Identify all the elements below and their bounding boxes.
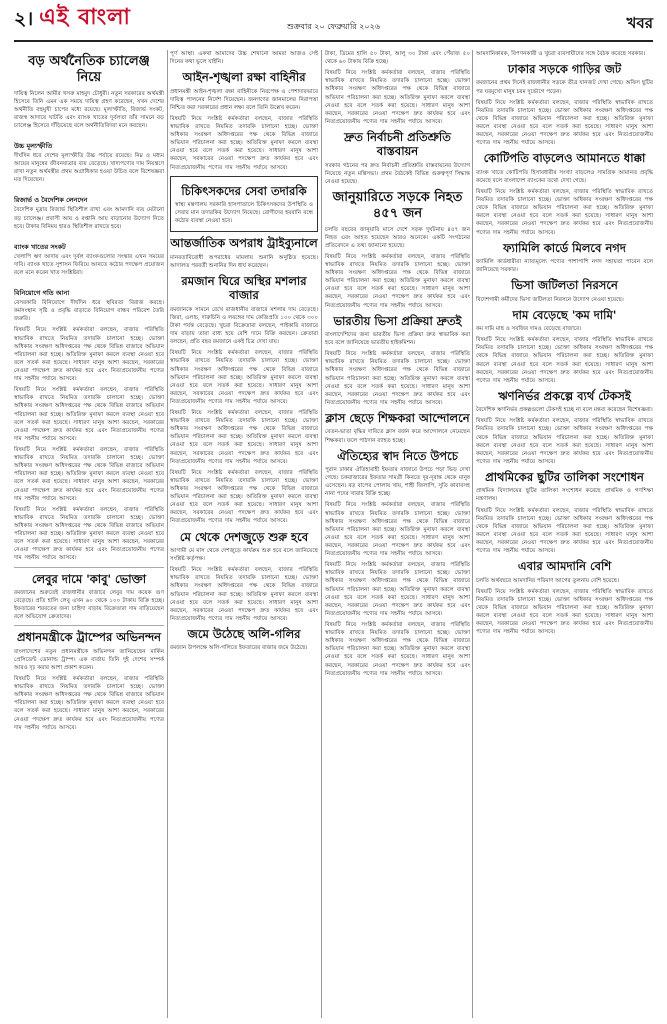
article-text: বিষয়টি নিয়ে সংশ্লিষ্ট কর্মকর্তারা বলছেন, বাজার পরিস্থিতি স্বাভাবিক রাখতে নিয়মিত তদারকি চালানো হচ্ছে। ভোক্তা অধিকার সংরক্ষণ অধিদপ্তরের পক্ষ থেকে বিভিন্ন বাজারে অভিযান পরিচালনা করা হচ্ছে। অতিরিক্ত মুনাফা করলে ব্যবস্থা নেওয়া হবে বলে সতর্ক করা হয়েছে। সাধারণ মানুষ আশা করছেন, সরকারের নেওয়া পদক্ষেপ দ্রুত কার্যকর হবে এবং নিত্যপ্রয়োজনীয় পণ্যের দাম সহনীয় পর্যায়ে আসবে। <box>476 337 653 384</box>
article-text: ব্যাংক খাতে কোটিপতি হিসাবধারীর সংখ্যা বাড়লেও সামগ্রিক আমানত প্রবৃদ্ধি কমেছে বলে বাংলাদেশ ব্যাংকের তথ্যে দেখা গেছে। <box>476 169 653 184</box>
headline-spice-market: রমজান ঘিরে অস্থির মশলার বাজার <box>181 273 307 303</box>
headline-primary-holidays: প্রাথমিকের ছুটির তালিকা সংশোধন <box>485 469 644 484</box>
article-text: প্রধানমন্ত্রী আইন-শৃঙ্খলা রক্ষা বাহিনীকে নিরপেক্ষ ও পেশাদারভাবে দায়িত্ব পালনের নির্দেশ দিয়েছেন। জনগণের জানমালের নিরাপত্তা নিশ্চিত করা সরকারের প্রধান লক্ষ্য বলে তিনি উল্লেখ করেন। <box>170 88 318 111</box>
headline-tradition: ঐতিহ্যের স্বাদ নিতে উপচে <box>337 448 458 463</box>
article-text: বিষয়টি নিয়ে সংশ্লিষ্ট কর্মকর্তারা বলছেন, বাজার পরিস্থিতি স্বাভাবিক রাখতে নিয়মিত তদারকি চালানো হচ্ছে। ভোক্তা অধিকার সংরক্ষণ অধিদপ্তরের পক্ষ থেকে বিভিন্ন বাজারে অভিযান পরিচালনা করা হচ্ছে। অতিরিক্ত মুনাফা করলে ব্যবস্থা নেওয়া হবে বলে সতর্ক করা হয়েছে। সাধারণ মানুষ আশা করছেন, সরকারের নেওয়া পদক্ষেপ দ্রুত কার্যকর হবে এবং নিত্যপ্রয়োজনীয় পণ্যের দাম সহনীয় পর্যায়ে আসবে। <box>14 676 164 731</box>
article-text: বিষয়টি নিয়ে সংশ্লিষ্ট কর্মকর্তারা বলছেন, বাজার পরিস্থিতি স্বাভাবিক রাখতে নিয়মিত তদারকি চালানো হচ্ছে। ভোক্তা অধিকার সংরক্ষণ অধিদপ্তরের পক্ষ থেকে বিভিন্ন বাজারে অভিযান পরিচালনা করা হচ্ছে। অতিরিক্ত মুনাফা করলে ব্যবস্থা নেওয়া হবে বলে সতর্ক করা হয়েছে। সাধারণ মানুষ আশা করছেন, সরকারের নেওয়া পদক্ষেপ দ্রুত কার্যকর হবে এবং নিত্যপ্রয়োজনীয় পণ্যের দাম সহনীয় পর্যায়ে আসবে। <box>325 502 470 558</box>
subhead: ব্যাংক খাতের সংকট <box>14 242 66 251</box>
article-text: টাকা, ডিমের হালি ৫০ টাকা, আলু ৩০ টাকা এবং পেঁয়াজ ৫০ থেকে ৬০ টাকায় বিক্রি হচ্ছে। <box>325 51 470 66</box>
article-text: রমজানের প্রথম দিনেই রাজধানীর সড়কে তীব্র যানজট দেখা গেছে। অফিস ছুটির পর ঘরমুখো মানুষ চরম দুর্ভোগে পড়েন। <box>476 80 653 95</box>
article-text: রমজানকে সামনে রেখে রাজধানীর বাজারে মশলার দাম বেড়েছে। জিরা, এলাচ, দারুচিনি ও লবঙ্গের দাম কেজিপ্রতি ১০০ থেকে ৩০০ টাকা পর্যন্ত বেড়েছে। খুচরা বিক্রেতারা বলছেন, পাইকারি বাজারে দাম বাড়ায় তারা বাধ্য হয়ে বেশি দামে বিক্রি করছেন। ক্রেতারা বলছেন, প্রতি বছর রমজানে একই চিত্র দেখা যায়। <box>170 306 318 346</box>
article-text: দীর্ঘদিন ধরে দেশের মূল্যস্ফীতি উচ্চ পর্যায়ে রয়েছে। নিম্ন ও মধ্যম আয়ের মানুষের জীবনযাত্রার ব্যয় বেড়েছে। খাদ্যপণ্যের দাম নিয়ন্ত্রণে রাখা নতুন অর্থমন্ত্রীর প্রথম অগ্রাধিকার হওয়া উচিত বলে বিশেষজ্ঞরা মত দিয়েছেন। <box>14 153 164 184</box>
subhead: উচ্চ মূল্যস্ফীতি <box>14 142 53 151</box>
headline-traffic: ঢাকার সড়কে গাড়ির জট <box>507 62 622 77</box>
article-text: বিষয়টি নিয়ে সংশ্লিষ্ট কর্মকর্তারা বলছেন, বাজার পরিস্থিতি স্বাভাবিক রাখতে নিয়মিত তদারকি চালানো হচ্ছে। ভোক্তা অধিকার সংরক্ষণ অধিদপ্তরের পক্ষ থেকে বিভিন্ন বাজারে অভিযান পরিচালনা করা হচ্ছে। অতিরিক্ত মুনাফা করলে ব্যবস্থা নেওয়া হবে বলে সতর্ক করা হয়েছে। সাধারণ মানুষ আশা করছেন, সরকারের নেওয়া পদক্ষেপ দ্রুত কার্যকর হবে এবং নিত্যপ্রয়োজনীয় পণ্যের দাম সহনীয় পর্যায়ে আসবে। <box>476 507 653 555</box>
article-text: বিদেশগামী কর্মীদের ভিসা জটিলতা নিরসনে উদ্যোগ নেওয়া হয়েছে। <box>476 296 624 303</box>
headline-millionaires: কোটিপতি বাড়লেও আমানতে ধাক্কা <box>483 151 646 166</box>
column-3 <box>325 50 470 1018</box>
article-text: বৈদেশিক মুদ্রার রিজার্ভ স্থিতিশীল রাখা এবং আমদানি ব্যয় মেটানো বড় চ্যালেঞ্জ। প্রবাসী আয় ও রপ্তানি আয় বাড়ানোর উদ্যোগ নিতে হবে। টাকার বিনিময় হারও স্থিতিশীল রাখতে হবে। <box>14 207 164 230</box>
headline-teachers: ক্লাস ছেড়ে শিক্ষকরা আন্দোলনে <box>325 411 470 426</box>
article-text: বিষয়টি নিয়ে সংশ্লিষ্ট কর্মকর্তারা বলছেন, বাজার পরিস্থিতি স্বাভাবিক রাখতে নিয়মিত তদারকি চালানো হচ্ছে। ভোক্তা অধিকার সংরক্ষণ অধিদপ্তরের পক্ষ থেকে বিভিন্ন বাজারে অভিযান পরিচালনা করা হচ্ছে। অতিরিক্ত মুনাফা করলে ব্যবস্থা নেওয়া হবে বলে সতর্ক করা হয়েছে। সাধারণ মানুষ আশা করছেন, সরকারের নেওয়া পদক্ষেপ দ্রুত কার্যকর হবে এবং নিত্যপ্রয়োজনীয় পণ্যের দাম সহনীয় পর্যায়ে আসবে। <box>476 418 653 465</box>
headline-cheap-prices: দাম বেড়েছে 'কম দামি' <box>512 307 617 322</box>
article-text: আগামী মে মাস থেকে দেশজুড়ে কার্যক্রম শুরু হবে বলে জানিয়েছে সংশ্লিষ্ট কর্তৃপক্ষ। <box>170 547 318 563</box>
subhead: বিনিয়োগে গতি আনা <box>14 289 70 298</box>
dateline: শুক্রবার ২০ ফেব্রুয়ারি ২০২৬ <box>286 22 381 31</box>
article-text: সরকার গঠনের পর দ্রুত নির্বাচনী প্রতিশ্রুতি বাস্তবায়নের উদ্যোগ নিয়েছে নতুন মন্ত্রিসভা। প্রথম বৈঠকেই বিভিন্ন গুরুত্বপূর্ণ সিদ্ধান্ত নেওয়া হয়েছে। <box>325 162 470 185</box>
article-text: বিষয়টি নিয়ে সংশ্লিষ্ট কর্মকর্তারা বলছেন, বাজার পরিস্থিতি স্বাভাবিক রাখতে নিয়মিত তদারকি চালানো হচ্ছে। ভোক্তা অধিকার সংরক্ষণ অধিদপ্তরের পক্ষ থেকে বিভিন্ন বাজারে অভিযান পরিচালনা করা হচ্ছে। অতিরিক্ত মুনাফা করলে ব্যবস্থা নেওয়া হবে বলে সতর্ক করা হয়েছে। সাধারণ মানুষ আশা করছেন, সরকারের নেওয়া পদক্ষেপ দ্রুত কার্যকর হবে এবং নিত্যপ্রয়োজনীয় পণ্যের দাম সহনীয় পর্যায়ে আসবে। <box>325 351 470 406</box>
article-text: পূর্ণ আস্থা। একথা আমাদের উচ্চ শেখানো আমরা আজও সেই দিনের কথা ভুলে যাইনি। <box>170 51 318 66</box>
column-divider <box>167 50 168 1018</box>
article-text: বিষয়টি নিয়ে সংশ্লিষ্ট কর্মকর্তারা বলছেন, বাজার পরিস্থিতি স্বাভাবিক রাখতে নিয়মিত তদারকি চালানো হচ্ছে। ভোক্তা অধিকার সংরক্ষণ অধিদপ্তরের পক্ষ থেকে বিভিন্ন বাজারে অভিযান পরিচালনা করা হচ্ছে। অতিরিক্ত মুনাফা করলে ব্যবস্থা নেওয়া হবে বলে সতর্ক করা হয়েছে। সাধারণ মানুষ আশা করছেন, সরকারের নেওয়া পদক্ষেপ দ্রুত কার্যকর হবে এবং নিত্যপ্রয়োজনীয় পণ্যের দাম সহনীয় পর্যায়ে আসবে। <box>325 253 470 309</box>
article-text: বিষয়টি নিয়ে সংশ্লিষ্ট কর্মকর্তারা বলছেন, বাজার পরিস্থিতি স্বাভাবিক রাখতে নিয়মিত তদারকি চালানো হচ্ছে। ভোক্তা অধিকার সংরক্ষণ অধিদপ্তরের পক্ষ থেকে বিভিন্ন বাজারে অভিযান পরিচালনা করা হচ্ছে। অতিরিক্ত মুনাফা করলে ব্যবস্থা নেওয়া হবে বলে সতর্ক করা হয়েছে। সাধারণ মানুষ আশা করছেন, সরকারের নেওয়া পদক্ষেপ দ্রুত কার্যকর হবে এবং নিত্যপ্রয়োজনীয় পণ্যের দাম সহনীয় পর্যায়ে আসবে। <box>170 469 318 525</box>
column-2 <box>170 50 318 1018</box>
article-text: বিষয়টি নিয়ে সংশ্লিষ্ট কর্মকর্তারা বলছেন, বাজার পরিস্থিতি স্বাভাবিক রাখতে নিয়মিত তদারকি চালানো হচ্ছে। ভোক্তা অধিকার সংরক্ষণ অধিদপ্তরের পক্ষ থেকে বিভিন্ন বাজারে অভিযান পরিচালনা করা হচ্ছে। অতিরিক্ত মুনাফা করলে ব্যবস্থা নেওয়া হবে বলে সতর্ক করা হয়েছে। সাধারণ মানুষ আশা করছেন, সরকারের নেওয়া পদক্ষেপ দ্রুত কার্যকর হবে এবং নিত্যপ্রয়োজনীয় পণ্যের দাম সহনীয় পর্যায়ে আসবে। <box>325 562 470 617</box>
section-title: খবর <box>626 14 653 32</box>
headline-doctors: চিকিৎসকদের সেবা তদারকি <box>181 183 307 198</box>
article-text: রমজান উপলক্ষে অলি-গলিতে ইফতারের বাজার জমে উঠেছে। <box>170 645 308 652</box>
divider <box>14 625 164 626</box>
article-text: ফ্যামিলি কার্ডধারীরা ন্যায্যমূল্যে পণ্যের পাশাপাশি নগদ সহায়তা পাবেন বলে জানিয়েছে সরকার। <box>476 258 653 274</box>
headline-lemon: লেবুর দামে 'কাবু' ভোক্তা <box>31 571 147 586</box>
page-number: ২। <box>14 8 34 30</box>
headline-election-pledge: দ্রুত নির্বাচনী প্রতিশ্রুতি বাস্তবায়ন <box>344 129 451 159</box>
article-text: দায়িত্ব নিলেন আমীর খসরু মাহমুদ চৌধুরী। নতুন সরকারের অর্থমন্ত্রী হিসেবে তিনি এমন এক সময়ে দায়িত্ব গ্রহণ করেছেন, যখন দেশের অর্থনীতি বহুমুখী চাপের মধ্যে রয়েছে। মূল্যস্ফীতি, রিজার্ভ সংকট, রাজস্ব আদায়ে ঘাটতি এবং ব্যাংক খাতের দুর্বলতা তাঁর সামনে বড় চ্যালেঞ্জ হিসেবে দাঁড়িয়েছে বলে অর্থনীতিবিদরা মনে করছেন। <box>14 90 164 129</box>
headline-law-enforcement: আইন-শৃঙ্খলা রক্ষা বাহিনীর <box>182 70 306 85</box>
article-text: বিষয়টি নিয়ে সংশ্লিষ্ট কর্মকর্তারা বলছেন, বাজার পরিস্থিতি স্বাভাবিক রাখতে নিয়মিত তদারকি চালানো হচ্ছে। ভোক্তা অধিকার সংরক্ষণ অধিদপ্তরের পক্ষ থেকে বিভিন্ন বাজারে অভিযান পরিচালনা করা হচ্ছে। অতিরিক্ত মুনাফা করলে ব্যবস্থা নেওয়া হবে বলে সতর্ক করা হয়েছে। সাধারণ মানুষ আশা করছেন, সরকারের নেওয়া পদক্ষেপ দ্রুত কার্যকর হবে এবং নিত্যপ্রয়োজনীয় পণ্যের দাম সহনীয় পর্যায়ে আসবে। <box>476 588 653 636</box>
column-1 <box>14 50 164 1018</box>
headline-imports: এবার আমদানি বেশি <box>517 559 612 574</box>
divider <box>14 567 164 568</box>
article-text: বৈদেশিক ঋণনির্ভর প্রকল্পগুলো টেকসই হচ্ছে না বলে মন্তব্য করেছেন বিশেষজ্ঞরা। <box>476 407 653 414</box>
article-text: চলতি অর্থবছরে আমদানির পরিমাণ আগের তুলনায় বেশি হয়েছে। <box>476 577 620 584</box>
headline-loan-projects: ঋণনির্ভর প্রকল্পে ব্যর্থ টেকসই <box>498 388 631 403</box>
article-text: বিষয়টি নিয়ে সংশ্লিষ্ট কর্মকর্তারা বলছেন, বাজার পরিস্থিতি স্বাভাবিক রাখতে নিয়মিত তদারকি চালানো হচ্ছে। ভোক্তা অধিকার সংরক্ষণ অধিদপ্তরের পক্ষ থেকে বিভিন্ন বাজারে অভিযান পরিচালনা করা হচ্ছে। অতিরিক্ত মুনাফা করলে ব্যবস্থা নেওয়া হবে বলে সতর্ক করা হয়েছে। সাধারণ মানুষ আশা করছেন, সরকারের নেওয়া পদক্ষেপ দ্রুত কার্যকর হবে এবং নিত্যপ্রয়োজনীয় পণ্যের দাম সহনীয় পর্যায়ে আসবে। <box>170 567 318 622</box>
article-text: পুরান ঢাকার ঐতিহ্যবাহী ইফতার বাজারে উপচে পড়া ভিড় দেখা গেছে। চকবাজারের ইফতার সামগ্রী কিনতে দূর-দূরান্ত থেকে মানুষ এসেছেন। বড় বাপের পোলায় খায়, শাহী জিলাপি, সুতি কাবাবসহ নানা পদের খাবার বিক্রি হচ্ছে। <box>325 466 470 498</box>
headline-may-start: মে থেকে দেশজুড়ে শুরু হবে <box>179 529 309 544</box>
article-text: স্বাস্থ্য মন্ত্রণালয় সরকারি হাসপাতালে চিকিৎসকদের উপস্থিতি ও সেবার মান তদারকির উদ্যোগ নিয়েছে। রোগীদের হয়রানি বন্ধে কঠোর ব্যবস্থা নেওয়া হবে। <box>175 202 313 225</box>
headline-tribunal: আন্তর্জাতিক অপরাধ ট্রাইব্যুনালে <box>170 236 318 251</box>
article-text: বিষয়টি নিয়ে সংশ্লিষ্ট কর্মকর্তারা বলছেন, বাজার পরিস্থিতি স্বাভাবিক রাখতে নিয়মিত তদারকি চালানো হচ্ছে। ভোক্তা অধিকার সংরক্ষণ অধিদপ্তরের পক্ষ থেকে বিভিন্ন বাজারে অভিযান পরিচালনা করা হচ্ছে। অতিরিক্ত মুনাফা করলে ব্যবস্থা নেওয়া হবে বলে সতর্ক করা হয়েছে। সাধারণ মানুষ আশা করছেন, সরকারের নেওয়া পদক্ষেপ দ্রুত কার্যকর হবে এবং নিত্যপ্রয়োজনীয় পণ্যের দাম সহনীয় পর্যায়ে আসবে। <box>476 99 653 147</box>
article-text: আমদানিকারক, বিপণনকারী ও খুচরা ব্যবসায়ীদের সঙ্গে বৈঠক করেছে সরকার। <box>476 51 646 57</box>
article-text: মানবতাবিরোধী অপরাধের মামলায় শুনানি অনুষ্ঠিত হয়েছে। আদালত পরবর্তী শুনানির দিন ধার্য করেছেন। <box>170 254 318 269</box>
article-text: বিষয়টি নিয়ে সংশ্লিষ্ট কর্মকর্তারা বলছেন, বাজার পরিস্থিতি স্বাভাবিক রাখতে নিয়মিত তদারকি চালানো হচ্ছে। ভোক্তা অধিকার সংরক্ষণ অধিদপ্তরের পক্ষ থেকে বিভিন্ন বাজারে অভিযান পরিচালনা করা হচ্ছে। অতিরিক্ত মুনাফা করলে ব্যবস্থা নেওয়া হবে বলে সতর্ক করা হয়েছে। সাধারণ মানুষ আশা করছেন, সরকারের নেওয়া পদক্ষেপ দ্রুত কার্যকর হবে এবং নিত্যপ্রয়োজনীয় পণ্যের দাম সহনীয় পর্যায়ে আসবে। <box>476 188 653 236</box>
headline-family-card: ফ্যামিলি কার্ডে মিলবে নগদ <box>503 240 626 255</box>
headline-road-deaths: জানুয়ারিতে সড়কে নিহত ৪৫৭ জন <box>332 190 463 222</box>
headline-indian-visa: ভারতীয় ভিসা প্রক্রিয়া দ্রুতই <box>333 313 462 328</box>
newspaper-logo: এই বাংলা <box>39 5 131 30</box>
article-text: বিষয়টি নিয়ে সংশ্লিষ্ট কর্মকর্তারা বলছেন, বাজার পরিস্থিতি স্বাভাবিক রাখতে নিয়মিত তদারকি চালানো হচ্ছে। ভোক্তা অধিকার সংরক্ষণ অধিদপ্তরের পক্ষ থেকে বিভিন্ন বাজারে অভিযান পরিচালনা করা হচ্ছে। অতিরিক্ত মুনাফা করলে ব্যবস্থা নেওয়া হবে বলে সতর্ক করা হয়েছে। সাধারণ মানুষ আশা করছেন, সরকারের নেওয়া পদক্ষেপ দ্রুত কার্যকর হবে এবং নিত্যপ্রয়োজনীয় পণ্যের দাম সহনীয় পর্যায়ে আসবে। <box>14 447 164 502</box>
article-text: বিষয়টি নিয়ে সংশ্লিষ্ট কর্মকর্তারা বলছেন, বাজার পরিস্থিতি স্বাভাবিক রাখতে নিয়মিত তদারকি চালানো হচ্ছে। ভোক্তা অধিকার সংরক্ষণ অধিদপ্তরের পক্ষ থেকে বিভিন্ন বাজারে অভিযান পরিচালনা করা হচ্ছে। অতিরিক্ত মুনাফা করলে ব্যবস্থা নেওয়া হবে বলে সতর্ক করা হয়েছে। সাধারণ মানুষ আশা করছেন, সরকারের নেওয়া পদক্ষেপ দ্রুত কার্যকর হবে এবং নিত্যপ্রয়োজনীয় পণ্যের দাম সহনীয় পর্যায়ে আসবে। <box>325 621 470 677</box>
article-text: বিষয়টি নিয়ে সংশ্লিষ্ট কর্মকর্তারা বলছেন, বাজার পরিস্থিতি স্বাভাবিক রাখতে নিয়মিত তদারকি চালানো হচ্ছে। ভোক্তা অধিকার সংরক্ষণ অধিদপ্তরের পক্ষ থেকে বিভিন্ন বাজারে অভিযান পরিচালনা করা হচ্ছে। অতিরিক্ত মুনাফা করলে ব্যবস্থা নেওয়া হবে বলে সতর্ক করা হয়েছে। সাধারণ মানুষ আশা করছেন, সরকারের নেওয়া পদক্ষেপ দ্রুত কার্যকর হবে এবং নিত্যপ্রয়োজনীয় পণ্যের দাম সহনীয় পর্যায়ে আসবে। <box>170 410 318 465</box>
article-text: বিষয়টি নিয়ে সংশ্লিষ্ট কর্মকর্তারা বলছেন, বাজার পরিস্থিতি স্বাভাবিক রাখতে নিয়মিত তদারকি চালানো হচ্ছে। ভোক্তা অধিকার সংরক্ষণ অধিদপ্তরের পক্ষ থেকে বিভিন্ন বাজারে অভিযান পরিচালনা করা হচ্ছে। অতিরিক্ত মুনাফা করলে ব্যবস্থা নেওয়া হবে বলে সতর্ক করা হয়েছে। সাধারণ মানুষ আশা করছেন, সরকারের নেওয়া পদক্ষেপ দ্রুত কার্যকর হবে এবং নিত্যপ্রয়োজনীয় পণ্যের দাম সহনীয় পর্যায়ে আসবে। <box>14 506 164 562</box>
article-text: বিষয়টি নিয়ে সংশ্লিষ্ট কর্মকর্তারা বলছেন, বাজার পরিস্থিতি স্বাভাবিক রাখতে নিয়মিত তদারকি চালানো হচ্ছে। ভোক্তা অধিকার সংরক্ষণ অধিদপ্তরের পক্ষ থেকে বিভিন্ন বাজারে অভিযান পরিচালনা করা হচ্ছে। অতিরিক্ত মুনাফা করলে ব্যবস্থা নেওয়া হবে বলে সতর্ক করা হয়েছে। সাধারণ মানুষ আশা করছেন, সরকারের নেওয়া পদক্ষেপ দ্রুত কার্যকর হবে এবং নিত্যপ্রয়োজনীয় পণ্যের দাম সহনীয় পর্যায়ে আসবে। <box>325 70 470 125</box>
article-text: বেসরকারি বিনিয়োগে দীর্ঘদিন ধরে স্থবিরতা বিরাজ করছে। কর্মসংস্থান সৃষ্টি ও প্রবৃদ্ধি বাড়াতে বিনিয়োগ বান্ধব পরিবেশ তৈরি জরুরি। <box>14 300 164 323</box>
article-text: রমজানের শুরুতেই রাজধানীর বাজারে লেবুর দাম কয়েক গুণ বেড়েছে। প্রতি হালি লেবু এখন ৬০ থেকে ১০০ টাকায় বিক্রি হচ্ছে। ইফতারের শরবতের জন্য চাহিদা বাড়ায় বিক্রেতারা দাম বাড়িয়েছেন বলে অভিযোগ ক্রেতাদের। <box>14 589 164 621</box>
article-text: বিষয়টি নিয়ে সংশ্লিষ্ট কর্মকর্তারা বলছেন, বাজার পরিস্থিতি স্বাভাবিক রাখতে নিয়মিত তদারকি চালানো হচ্ছে। ভোক্তা অধিকার সংরক্ষণ অধিদপ্তরের পক্ষ থেকে বিভিন্ন বাজারে অভিযান পরিচালনা করা হচ্ছে। অতিরিক্ত মুনাফা করলে ব্যবস্থা নেওয়া হবে বলে সতর্ক করা হয়েছে। সাধারণ মানুষ আশা করছেন, সরকারের নেওয়া পদক্ষেপ দ্রুত কার্যকর হবে এবং নিত্যপ্রয়োজনীয় পণ্যের দাম সহনীয় পর্যায়ে আসবে। <box>170 115 318 171</box>
column-divider <box>321 50 322 1018</box>
headline-economy: বড় অর্থনৈতিক চ্যালেঞ্জ নিয়ে <box>28 54 150 86</box>
article-text: কম দামি মাছ ও সবজির দামও বেড়েছে বাজারে। <box>476 326 582 333</box>
column-divider <box>472 50 473 1018</box>
article-text: বাংলাদেশের নতুন প্রধানমন্ত্রীকে অভিনন্দন জানিয়েছেন মার্কিন প্রেসিডেন্ট ডোনাল্ড ট্রাম্প। এক বার্তায় তিনি দুই দেশের সম্পর্ক আরও দৃঢ় করার আশা প্রকাশ করেন। <box>14 648 164 671</box>
masthead <box>14 5 653 42</box>
article-text: বেতন-ভাতা বৃদ্ধির দাবিতে ক্লাস বর্জন করে আন্দোলনে নেমেছেন শিক্ষকরা। ফলে পাঠদান ব্যাহত হচ্ছে। <box>325 429 470 444</box>
article-text: প্রাথমিক বিদ্যালয়ের ছুটির তালিকা সংশোধন করেছে প্রাথমিক ও গণশিক্ষা মন্ত্রণালয়। <box>476 488 653 503</box>
headline-trump: প্রধানমন্ত্রীকে ট্রাম্পের অভিনন্দন <box>16 630 162 645</box>
article-text: বিষয়টি নিয়ে সংশ্লিষ্ট কর্মকর্তারা বলছেন, বাজার পরিস্থিতি স্বাভাবিক রাখতে নিয়মিত তদারকি চালানো হচ্ছে। ভোক্তা অধিকার সংরক্ষণ অধিদপ্তরের পক্ষ থেকে বিভিন্ন বাজারে অভিযান পরিচালনা করা হচ্ছে। অতিরিক্ত মুনাফা করলে ব্যবস্থা নেওয়া হবে বলে সতর্ক করা হয়েছে। সাধারণ মানুষ আশা করছেন, সরকারের নেওয়া পদক্ষেপ দ্রুত কার্যকর হবে এবং নিত্যপ্রয়োজনীয় পণ্যের দাম সহনীয় পর্যায়ে আসবে। <box>170 350 318 405</box>
article-text: বাংলাদেশিদের জন্য ভারতীয় ভিসা প্রক্রিয়া দ্রুত স্বাভাবিক করা হবে বলে জানিয়েছে ভারতীয় হাইকমিশন। <box>325 332 470 347</box>
headline-visa-complexity: ভিসা জটিলতা নিরসনে <box>511 278 618 293</box>
article-text: চলতি বছরের জানুয়ারি মাসে দেশে সড়ক দুর্ঘটনায় ৪৫৭ জন নিহত এবং আহত হয়েছেন আরও অনেকে। একটি সংগঠনের প্রতিবেদনে এ তথ্য জানানো হয়েছে। <box>325 226 470 249</box>
column-4 <box>476 50 653 1018</box>
article-text: বিষয়টি নিয়ে সংশ্লিষ্ট কর্মকর্তারা বলছেন, বাজার পরিস্থিতি স্বাভাবিক রাখতে নিয়মিত তদারকি চালানো হচ্ছে। ভোক্তা অধিকার সংরক্ষণ অধিদপ্তরের পক্ষ থেকে বিভিন্ন বাজারে অভিযান পরিচালনা করা হচ্ছে। অতিরিক্ত মুনাফা করলে ব্যবস্থা নেওয়া হবে বলে সতর্ক করা হয়েছে। সাধারণ মানুষ আশা করছেন, সরকারের নেওয়া পদক্ষেপ দ্রুত কার্যকর হবে এবং নিত্যপ্রয়োজনীয় পণ্যের দাম সহনীয় পর্যায়ে আসবে। <box>14 387 164 442</box>
article-text: খেলাপি ঋণ আদায় এবং দুর্বল ব্যাংকগুলোর সংস্কার এখন সময়ের দাবি। ব্যাংক খাতে সুশাসন ফিরিয়ে আনতে কঠোর পদক্ষেপ প্রয়োজন বলে মনে করেন খাত সংশ্লিষ্টরা। <box>14 253 164 277</box>
article-text: বিষয়টি নিয়ে সংশ্লিষ্ট কর্মকর্তারা বলছেন, বাজার পরিস্থিতি স্বাভাবিক রাখতে নিয়মিত তদারকি চালানো হচ্ছে। ভোক্তা অধিকার সংরক্ষণ অধিদপ্তরের পক্ষ থেকে বিভিন্ন বাজারে অভিযান পরিচালনা করা হচ্ছে। অতিরিক্ত মুনাফা করলে ব্যবস্থা নেওয়া হবে বলে সতর্ক করা হয়েছে। সাধারণ মানুষ আশা করছেন, সরকারের নেওয়া পদক্ষেপ দ্রুত কার্যকর হবে এবং নিত্যপ্রয়োজনীয় পণ্যের দাম সহনীয় পর্যায়ে আসবে। <box>14 327 164 383</box>
subhead: রিজার্ভ ও বৈদেশিক লেনদেন <box>14 196 88 205</box>
headline-iftar-lanes: জমে উঠেছে অলি-গলির <box>187 626 301 641</box>
boxed-story <box>170 176 318 233</box>
